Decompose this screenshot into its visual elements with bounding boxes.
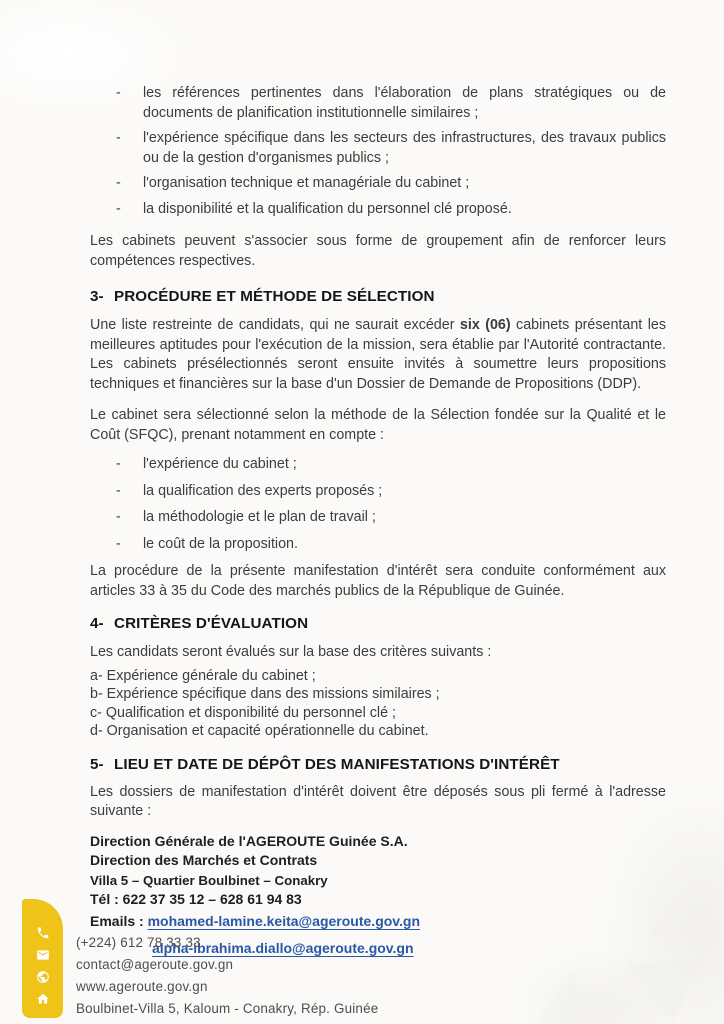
bullet-text: la méthodologie et le plan de travail ; — [143, 509, 376, 525]
bullet-text: le coût de la proposition. — [143, 535, 298, 552]
evaluation-intro: Les candidats seront évalués sur la base des critères suivants : — [90, 644, 492, 660]
email-link-2[interactable]: alpha-ibrahima.diallo@ageroute.gov.gn — [152, 940, 414, 957]
address-line: Direction des Marchés et Contrats — [90, 852, 318, 869]
list-item — [90, 200, 666, 220]
list-item — [90, 84, 666, 123]
document-body — [90, 84, 666, 959]
bullet-dash: - — [116, 200, 121, 217]
bullet-dash: - — [116, 509, 121, 525]
list-item — [90, 508, 666, 528]
footer-address: Boulbinet-Villa 5, Kaloum - Conakry, Rép. Guinée — [76, 1001, 379, 1016]
selection-method-paragraph: Le cabinet sera sélectionné selon la méthode de la Sélection fondée sur la Qualité et le Coût (SFQC), prenant notamment en compte : — [90, 407, 666, 443]
bullet-dash: - — [116, 482, 121, 499]
section-5-heading — [90, 755, 666, 775]
criterion-line: d- Organisation et capacité opérationnelle du cabinet. — [90, 723, 429, 740]
bullet-text: l'expérience du cabinet ; — [143, 456, 297, 472]
bullet-dash: - — [116, 175, 121, 191]
section-number: 4- — [90, 615, 104, 632]
criterion-line: c- Qualification et disponibilité du personnel clé ; — [90, 704, 396, 721]
criterion-line: a- Expérience générale du cabinet ; — [90, 667, 316, 684]
procedure-code-paragraph: La procédure de la présente manifestation d'intérêt sera conduite conformément aux articles 33 à 35 du Code des marchés publics de la République de Guinée. — [90, 563, 666, 599]
emails-row-1 — [90, 912, 666, 932]
list-item — [90, 482, 666, 502]
emails-label: Emails : — [90, 912, 144, 929]
evaluation-criteria-list — [90, 667, 666, 741]
home-icon — [36, 992, 50, 1006]
bullet-dash: - — [116, 456, 121, 472]
list-item — [90, 535, 666, 555]
bullet-text: les références pertinentes dans l'élaboration de plans stratégiques ou de documents de planification institutionnelle similaires ; — [143, 85, 666, 121]
footer-email: contact@ageroute.gov.gn — [76, 957, 234, 972]
bullet-text: l'expérience spécifique dans les secteurs des infrastructures, des travaux publics ou de la gestion d'organismes publics ; — [143, 130, 666, 166]
section-number: 5- — [90, 755, 104, 773]
bullet-dash: - — [116, 85, 121, 101]
paragraph-text: Une liste restreinte de candidats, qui ne saurait excéder — [90, 317, 460, 333]
phone-icon — [36, 926, 50, 940]
address-line: Direction Générale de l'AGEROUTE Guinée S.A. — [90, 832, 408, 849]
bullet-text: la qualification des experts proposés ; — [143, 482, 383, 499]
six-06-bold: six (06) — [459, 317, 511, 333]
paragraph-text: cabinets présentant les meilleures aptitudes pour l'exécution de la mission, sera établie par l'Autorité contractante. Les cabinets présélectionnés seront ensuite invités à soumettre leurs propositions techniques et financières sur la base d'un Dossier de Demande de Propositions (DDP). — [90, 317, 666, 392]
bullet-text: la disponibilité et la qualification du personnel clé proposé. — [143, 200, 512, 217]
qualification-criteria-list — [90, 84, 666, 219]
selection-factors-list — [90, 455, 666, 554]
list-item — [90, 129, 666, 168]
section-title: CRITÈRES D'ÉVALUATION — [114, 615, 309, 632]
envelope-icon — [36, 948, 50, 962]
bullet-dash: - — [116, 130, 121, 146]
address-line: Tél : 622 37 35 12 – 628 61 94 83 — [90, 891, 302, 908]
shortlist-paragraph — [90, 316, 666, 394]
section-title: PROCÉDURE ET MÉTHODE DE SÉLECTION — [114, 288, 435, 305]
submission-address-block — [90, 832, 666, 910]
list-item — [90, 174, 666, 194]
email-link-1[interactable]: mohamed-lamine.keita@ageroute.gov.gn — [147, 912, 421, 929]
list-item — [90, 455, 666, 475]
address-line: Villa 5 – Quartier Boulbinet – Conakry — [90, 872, 328, 888]
footer-contact-block — [76, 932, 378, 1020]
section-4-heading — [90, 614, 666, 634]
section-3-heading — [90, 287, 666, 307]
footer-website: www.ageroute.gov.gn — [76, 979, 208, 994]
footer-phone: (+224) 612 78 33 33 — [76, 935, 201, 950]
section-number: 3- — [90, 288, 104, 305]
grouping-paragraph: Les cabinets peuvent s'associer sous forme de groupement afin de renforcer leurs compétences respectives. — [90, 233, 666, 269]
contact-sidebar-tab — [22, 899, 63, 1018]
bullet-text: l'organisation technique et managériale du cabinet ; — [143, 175, 470, 191]
submission-intro: Les dossiers de manifestation d'intérêt doivent être déposés sous pli fermé à l'adresse suivante : — [90, 783, 666, 820]
section-title: LIEU ET DATE DE DÉPÔT DES MANIFESTATIONS D'INTÉRÊT — [114, 755, 560, 773]
globe-icon — [36, 970, 50, 984]
criterion-line: b- Expérience spécifique dans des missions similaires ; — [90, 686, 440, 703]
bullet-dash: - — [116, 535, 121, 552]
